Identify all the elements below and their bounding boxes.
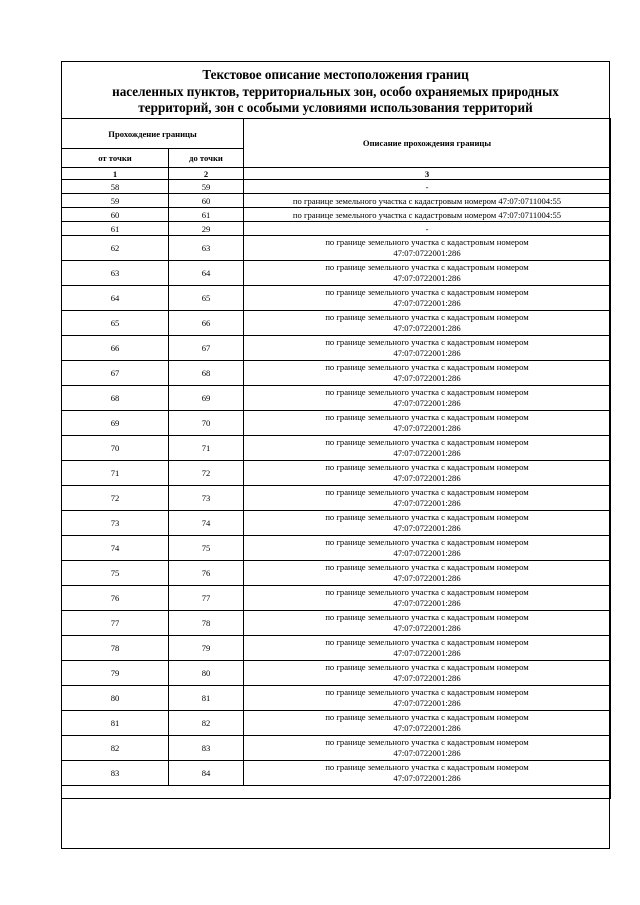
description-cell — [244, 561, 611, 586]
description-line: по границе земельного участка с кадастровым номером — [325, 537, 529, 547]
empty-cell — [62, 786, 611, 799]
table-row — [62, 436, 611, 461]
to-point-cell: 64 — [169, 261, 244, 286]
to-point-cell: 71 — [169, 436, 244, 461]
document-title — [62, 67, 609, 117]
description-cell — [244, 511, 611, 536]
from-point-cell: 80 — [62, 686, 169, 711]
description-line: 47:07:0722001:286 — [393, 648, 461, 658]
header-to-point: до точки — [169, 149, 244, 168]
description-cell — [244, 208, 611, 222]
table-row — [62, 611, 611, 636]
description-line: 47:07:0722001:286 — [393, 723, 461, 733]
to-point-cell: 70 — [169, 411, 244, 436]
header-passage: Прохождение границы — [62, 119, 244, 149]
description-line: 47:07:0722001:286 — [393, 448, 461, 458]
to-point-cell: 79 — [169, 636, 244, 661]
to-point-cell: 60 — [169, 194, 244, 208]
from-point-cell: 59 — [62, 194, 169, 208]
to-point-cell: 84 — [169, 761, 244, 786]
from-point-cell: 58 — [62, 180, 169, 194]
description-cell — [244, 261, 611, 286]
description-line: по границе земельного участка с кадастровым номером — [325, 762, 529, 772]
column-number: 3 — [244, 168, 611, 180]
description-line: по границе земельного участка с кадастровым номером — [325, 412, 529, 422]
description-line: 47:07:0722001:286 — [393, 423, 461, 433]
description-line: по границе земельного участка с кадастровым номером — [325, 237, 529, 247]
table-row — [62, 486, 611, 511]
description-cell — [244, 736, 611, 761]
description-cell — [244, 586, 611, 611]
header-description: Описание прохождения границы — [244, 119, 611, 168]
to-point-cell: 72 — [169, 461, 244, 486]
to-point-cell: 82 — [169, 711, 244, 736]
description-line: по границе земельного участка с кадастровым номером — [325, 487, 529, 497]
description-line: по границе земельного участка с кадастровым номером — [325, 287, 529, 297]
description-cell — [244, 311, 611, 336]
description-line: по границе земельного участка с кадастровым номером — [325, 687, 529, 697]
from-point-cell: 62 — [62, 236, 169, 261]
table-row — [62, 261, 611, 286]
description-line: 47:07:0722001:286 — [393, 298, 461, 308]
table-row — [62, 361, 611, 386]
boundary-table — [61, 118, 611, 799]
to-point-cell: 77 — [169, 586, 244, 611]
description-line: по границе земельного участка с кадастровым номером 47:07:0711004:55 — [292, 209, 562, 220]
description-line: 47:07:0722001:286 — [393, 348, 461, 358]
description-line: 47:07:0722001:286 — [393, 748, 461, 758]
to-point-cell: 59 — [169, 180, 244, 194]
description-line: 47:07:0722001:286 — [393, 273, 461, 283]
to-point-cell: 65 — [169, 286, 244, 311]
table-row — [62, 561, 611, 586]
table-row — [62, 661, 611, 686]
table-row — [62, 386, 611, 411]
description-cell — [244, 286, 611, 311]
table-row — [62, 761, 611, 786]
table-row — [62, 736, 611, 761]
from-point-cell: 78 — [62, 636, 169, 661]
description-cell — [244, 461, 611, 486]
description-cell — [244, 222, 611, 236]
to-point-cell: 66 — [169, 311, 244, 336]
description-cell — [244, 361, 611, 386]
description-line: 47:07:0722001:286 — [393, 373, 461, 383]
description-cell — [244, 636, 611, 661]
description-line: по границе земельного участка с кадастровым номером — [325, 637, 529, 647]
from-point-cell: 68 — [62, 386, 169, 411]
table-row — [62, 222, 611, 236]
to-point-cell: 76 — [169, 561, 244, 586]
description-cell — [244, 180, 611, 194]
to-point-cell: 78 — [169, 611, 244, 636]
header-from-point: от точки — [62, 149, 169, 168]
from-point-cell: 60 — [62, 208, 169, 222]
empty-row — [62, 786, 611, 799]
to-point-cell: 74 — [169, 511, 244, 536]
description-cell — [244, 611, 611, 636]
table-row — [62, 180, 611, 194]
description-line: 47:07:0722001:286 — [393, 623, 461, 633]
description-line: по границе земельного участка с кадастровым номером — [325, 662, 529, 672]
description-line: 47:07:0722001:286 — [393, 398, 461, 408]
from-point-cell: 77 — [62, 611, 169, 636]
table-row — [62, 236, 611, 261]
from-point-cell: 76 — [62, 586, 169, 611]
description-line: 47:07:0722001:286 — [393, 473, 461, 483]
from-point-cell: 81 — [62, 711, 169, 736]
table-row — [62, 536, 611, 561]
description-cell — [244, 336, 611, 361]
description-cell — [244, 711, 611, 736]
from-point-cell: 79 — [62, 661, 169, 686]
description-cell — [244, 194, 611, 208]
table-body — [62, 119, 611, 799]
description-line: по границе земельного участка с кадастровым номером — [325, 262, 529, 272]
description-line: 47:07:0722001:286 — [393, 548, 461, 558]
from-point-cell: 82 — [62, 736, 169, 761]
to-point-cell: 68 — [169, 361, 244, 386]
description-line: по границе земельного участка с кадастровым номером — [325, 362, 529, 372]
to-point-cell: 73 — [169, 486, 244, 511]
from-point-cell: 66 — [62, 336, 169, 361]
table-row — [62, 586, 611, 611]
description-cell — [244, 761, 611, 786]
to-point-cell: 80 — [169, 661, 244, 686]
title-line: Текстовое описание местоположения границ — [202, 67, 469, 82]
table-row — [62, 311, 611, 336]
from-point-cell: 64 — [62, 286, 169, 311]
from-point-cell: 74 — [62, 536, 169, 561]
table-row — [62, 461, 611, 486]
from-point-cell: 75 — [62, 561, 169, 586]
table-row — [62, 286, 611, 311]
table-row — [62, 511, 611, 536]
description-cell — [244, 661, 611, 686]
description-line: по границе земельного участка с кадастровым номером — [325, 437, 529, 447]
description-line: - — [425, 223, 429, 234]
description-line: 47:07:0722001:286 — [393, 323, 461, 333]
to-point-cell: 61 — [169, 208, 244, 222]
column-number: 2 — [169, 168, 244, 180]
title-line: населенных пунктов, территориальных зон, особо охраняемых природных — [112, 83, 559, 99]
description-line: по границе земельного участка с кадастровым номером — [325, 737, 529, 747]
description-cell — [244, 436, 611, 461]
description-line: 47:07:0722001:286 — [393, 673, 461, 683]
description-line: 47:07:0722001:286 — [393, 698, 461, 708]
description-line: по границе земельного участка с кадастровым номером — [325, 587, 529, 597]
column-number: 1 — [62, 168, 169, 180]
to-point-cell: 67 — [169, 336, 244, 361]
from-point-cell: 73 — [62, 511, 169, 536]
description-line: 47:07:0722001:286 — [393, 248, 461, 258]
description-cell — [244, 686, 611, 711]
table-row — [62, 711, 611, 736]
description-cell — [244, 536, 611, 561]
table-row — [62, 208, 611, 222]
description-line: по границе земельного участка с кадастровым номером — [325, 712, 529, 722]
description-line: по границе земельного участка с кадастровым номером — [325, 312, 529, 322]
from-point-cell: 83 — [62, 761, 169, 786]
description-line: 47:07:0722001:286 — [393, 523, 461, 533]
from-point-cell: 65 — [62, 311, 169, 336]
description-line: по границе земельного участка с кадастровым номером — [325, 612, 529, 622]
to-point-cell: 83 — [169, 736, 244, 761]
from-point-cell: 69 — [62, 411, 169, 436]
description-line: по границе земельного участка с кадастровым номером 47:07:0711004:55 — [292, 195, 562, 206]
description-cell — [244, 386, 611, 411]
from-point-cell: 67 — [62, 361, 169, 386]
table-row — [62, 336, 611, 361]
description-cell — [244, 236, 611, 261]
to-point-cell: 29 — [169, 222, 244, 236]
description-line: 47:07:0722001:286 — [393, 498, 461, 508]
from-point-cell: 71 — [62, 461, 169, 486]
to-point-cell: 63 — [169, 236, 244, 261]
description-cell — [244, 411, 611, 436]
description-line: 47:07:0722001:286 — [393, 773, 461, 783]
description-line: по границе земельного участка с кадастровым номером — [325, 562, 529, 572]
from-point-cell: 70 — [62, 436, 169, 461]
table-row — [62, 636, 611, 661]
to-point-cell: 81 — [169, 686, 244, 711]
to-point-cell: 69 — [169, 386, 244, 411]
description-line: по границе земельного участка с кадастровым номером — [325, 387, 529, 397]
table-row — [62, 411, 611, 436]
description-line: по границе земельного участка с кадастровым номером — [325, 512, 529, 522]
description-cell — [244, 486, 611, 511]
from-point-cell: 72 — [62, 486, 169, 511]
description-line: 47:07:0722001:286 — [393, 598, 461, 608]
description-line: по границе земельного участка с кадастровым номером — [325, 462, 529, 472]
title-line: территорий, зон с особыми условиями использования территорий — [138, 100, 533, 115]
table-row — [62, 686, 611, 711]
description-line: 47:07:0722001:286 — [393, 573, 461, 583]
from-point-cell: 61 — [62, 222, 169, 236]
description-line: по границе земельного участка с кадастровым номером — [325, 337, 529, 347]
to-point-cell: 75 — [169, 536, 244, 561]
description-line: - — [425, 181, 429, 192]
document-frame — [61, 61, 610, 849]
from-point-cell: 63 — [62, 261, 169, 286]
table-row — [62, 194, 611, 208]
